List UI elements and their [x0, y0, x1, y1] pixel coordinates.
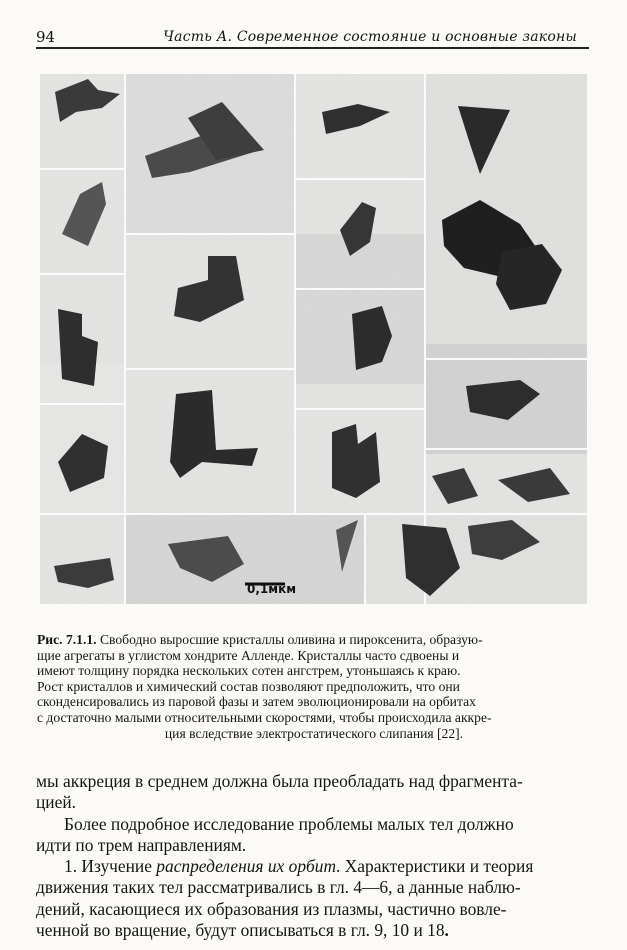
page-number: 94	[36, 28, 56, 46]
running-title: Часть А. Современное состояние и основные законы	[163, 29, 577, 45]
p3-line-1	[36, 856, 594, 877]
caption-line-2: щие агрегаты в углистом хондрите Алленде. Кристаллы часто сдвоены и	[37, 647, 460, 663]
body-text	[36, 771, 594, 941]
figure-caption	[37, 632, 591, 741]
p1-line-1: мы аккреция в среднем должна была преобладать над фрагмента-	[36, 771, 523, 791]
p1-line-2: цией.	[36, 792, 76, 813]
p2-line-1: Более подробное исследование проблемы малых тел должно	[64, 813, 514, 834]
caption-line-5: сконденсировались из паровой фазы и затем эволюционировали на орбитах	[37, 694, 476, 710]
p3-prefix: 1. Изучение	[64, 856, 157, 877]
caption-line-3: имеют толщину порядка нескольких сотен ангстрем, утоньшаясь к краю.	[37, 663, 461, 679]
caption-line-6: с достаточно малыми относительными скоростями, чтобы происходила аккре-	[37, 709, 492, 725]
header-rule	[36, 47, 589, 49]
caption-label: Рис. 7.1.1.	[37, 632, 97, 647]
p3-line-3: дений, касающиеся их образования из плазмы, частично вовле-	[36, 898, 507, 919]
paragraph-3	[36, 856, 594, 941]
micrograph-collage	[40, 74, 587, 604]
caption-line-7: ция вследствие электростатического слипания [22].	[164, 725, 464, 741]
caption-line-4: Рост кристаллов и химический состав позволяют предположить, что они	[37, 678, 460, 694]
p3-line-4	[36, 920, 594, 941]
page-header	[36, 26, 589, 48]
paragraph-1	[36, 771, 594, 814]
paragraph-2	[36, 814, 594, 857]
scale-bar-label: 0,1мкм	[247, 582, 297, 596]
p2-line-2: идти по трем направлениям.	[36, 834, 247, 855]
p3-line-2: движения таких тел рассматривались в гл. 4—6, а данные наблю-	[36, 877, 521, 898]
caption-text-1: Свободно выросшие кристаллы оливина и пироксенита, образую-	[99, 632, 483, 647]
caption-line-1	[37, 632, 591, 648]
p3-emphasis: распределения их орбит	[156, 856, 337, 877]
p3-line-4-text: ченной во вращение, будут описываться в гл. 9, 10 и 18	[36, 920, 445, 941]
p3-line-4-period: .	[444, 920, 449, 941]
p3-rest: . Характеристики и теория	[336, 856, 534, 877]
crystal-micrograph-figure	[40, 74, 587, 604]
